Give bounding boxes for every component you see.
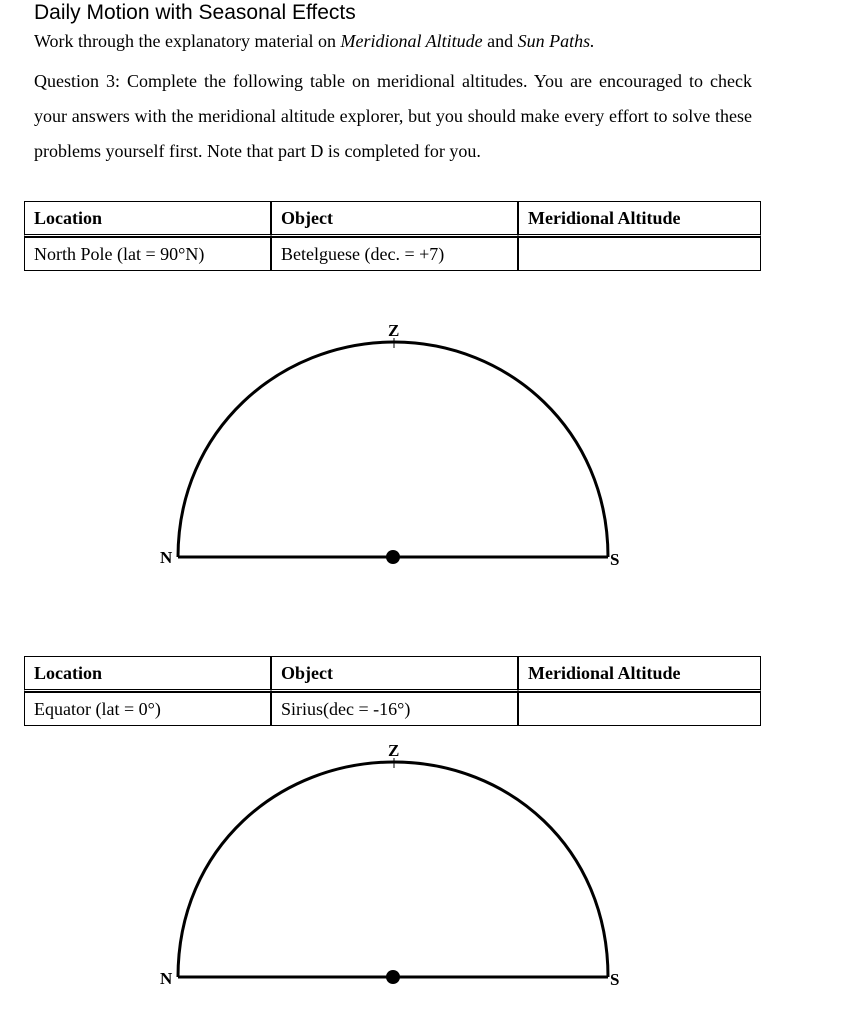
cell-object: Sirius(dec = -16°) — [271, 692, 518, 726]
cell-meridional-altitude-answer[interactable] — [518, 237, 761, 271]
sky-arc — [178, 342, 608, 557]
south-label: S — [610, 970, 620, 989]
observer-dot — [386, 550, 400, 564]
topic-meridional-altitude: Meridional Altitude — [340, 31, 483, 51]
intro-joiner: and — [482, 31, 518, 51]
page-title: Daily Motion with Seasonal Effects — [34, 1, 356, 24]
meridian-diagram-1 — [150, 310, 640, 570]
table-row — [24, 692, 761, 726]
header-meridional-altitude: Meridional Altitude — [518, 201, 761, 237]
zenith-label: Z — [388, 321, 400, 340]
cell-object: Betelguese (dec. = +7) — [271, 237, 518, 271]
altitude-table-1 — [24, 201, 761, 271]
north-label: N — [160, 548, 173, 567]
header-location: Location — [24, 201, 271, 237]
header-object: Object — [271, 656, 518, 692]
north-label: N — [160, 969, 173, 988]
intro-line — [34, 31, 595, 52]
south-label: S — [610, 550, 620, 569]
intro-prefix: Work through the explanatory material on — [34, 31, 341, 51]
header-object: Object — [271, 201, 518, 237]
table-header-row — [24, 201, 761, 237]
header-location: Location — [24, 656, 271, 692]
topic-sun-paths: Sun Paths. — [517, 31, 595, 51]
altitude-table-2 — [24, 656, 761, 726]
table-header-row — [24, 656, 761, 692]
table-row — [24, 237, 761, 271]
header-meridional-altitude: Meridional Altitude — [518, 656, 761, 692]
observer-dot — [386, 970, 400, 984]
question-text: Question 3: Complete the following table on meridional altitudes. You are encouraged to check your answers with the meridional altitude explorer, but you should make every effort to solve these problems yourself first. Note that part D is completed for you. — [34, 71, 752, 161]
sky-arc — [178, 762, 608, 977]
meridian-diagram-2 — [150, 732, 640, 992]
zenith-label: Z — [388, 741, 400, 760]
cell-location: Equator (lat = 0°) — [24, 692, 271, 726]
cell-location: North Pole (lat = 90°N) — [24, 237, 271, 271]
cell-meridional-altitude-answer[interactable] — [518, 692, 761, 726]
